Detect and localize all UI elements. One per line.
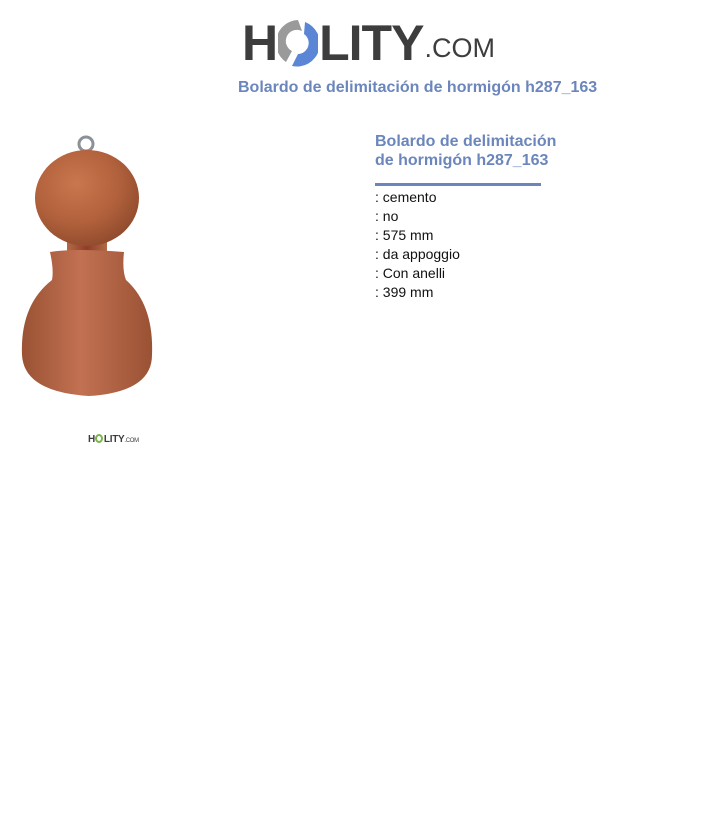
watermark-text-lity: LITY bbox=[103, 434, 125, 445]
watermark-text-h: H bbox=[88, 434, 95, 445]
spec-list bbox=[375, 188, 595, 302]
title-divider bbox=[375, 183, 541, 186]
spec-option: : no bbox=[375, 208, 399, 224]
spec-accessory: : Con anelli bbox=[375, 265, 446, 281]
spec-diameter: : 399 mm bbox=[375, 284, 434, 300]
logo-suffix: .COM bbox=[424, 33, 495, 63]
product-title-line1: Bolardo de delimitación bbox=[375, 133, 557, 150]
watermark-suffix: .COM bbox=[124, 438, 139, 444]
product-detail bbox=[375, 132, 595, 302]
product-title-line2: de hormigón h287_163 bbox=[375, 152, 549, 169]
logo-text-h: H bbox=[242, 15, 278, 71]
watermark-logo bbox=[88, 433, 139, 445]
logo-o-icon bbox=[278, 18, 318, 68]
product-image bbox=[14, 130, 164, 405]
spec-material: : cemento bbox=[375, 189, 437, 205]
spec-height: : 575 mm bbox=[375, 227, 434, 243]
logo-wordmark bbox=[242, 15, 424, 71]
product-title bbox=[375, 132, 595, 170]
spec-installation: : da appoggio bbox=[375, 246, 460, 262]
watermark-o-icon bbox=[95, 434, 103, 443]
page-title: Bolardo de delimitación de hormigón h287_163 bbox=[238, 79, 598, 96]
brand-logo[interactable] bbox=[242, 12, 495, 71]
logo-text-lity: LITY bbox=[319, 15, 424, 71]
